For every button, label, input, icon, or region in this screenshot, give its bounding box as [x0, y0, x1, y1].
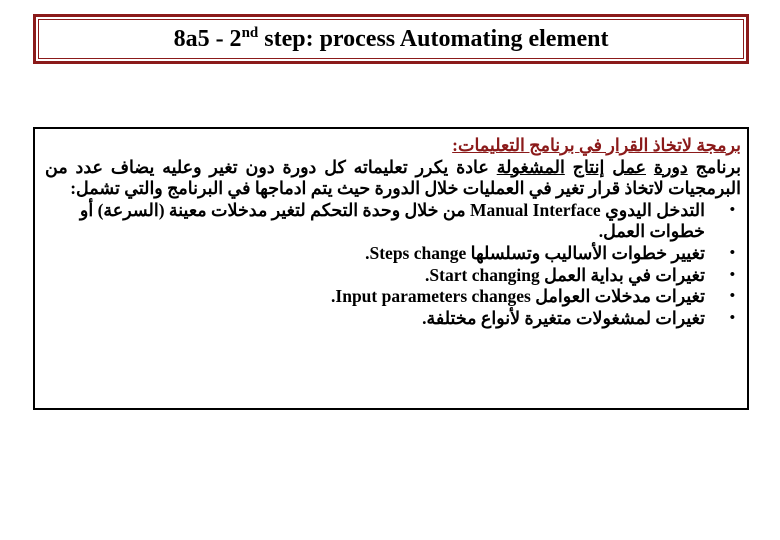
paragraph-text — [565, 157, 573, 177]
slide-title-prefix: 8a5 - 2 — [173, 26, 242, 52]
paragraph-underlined-word: عمل — [612, 156, 646, 177]
bullet-dot-icon: • — [729, 309, 735, 326]
bullet-item — [45, 286, 741, 308]
bullet-text: . — [425, 264, 430, 285]
slide-title-box — [33, 14, 749, 64]
paragraph-underlined-word: المشغولة — [496, 156, 565, 177]
content-box — [33, 127, 749, 410]
bullet-item — [45, 308, 741, 330]
slide-title — [174, 25, 609, 53]
intro-paragraph — [45, 157, 741, 200]
bullet-dot-icon: • — [729, 244, 735, 261]
bullet-text: تغيرات لمشغولات متغيرة لأنواع مختلفة. — [422, 307, 705, 328]
bullet-text: . — [331, 286, 336, 307]
bullet-english-term: Start changing — [429, 264, 540, 285]
bullet-item — [45, 265, 741, 287]
paragraph-text — [604, 157, 612, 177]
paragraph-text — [646, 157, 654, 177]
bullet-dot-icon: • — [729, 201, 735, 218]
paragraph-text: برنامج — [687, 156, 741, 177]
content-body — [45, 135, 741, 329]
bullet-list — [45, 200, 741, 330]
bullet-text: التدخل اليدوي — [600, 199, 705, 220]
bullet-text: . — [365, 242, 370, 263]
paragraph-underlined-word: دورة — [653, 156, 688, 177]
bullet-text: تغيرات مدخلات العوامل — [530, 286, 705, 307]
bullet-text: تغيير خطوات الأساليب وتسلسلها — [466, 242, 705, 263]
paragraph-underlined-word: إنتاج — [572, 156, 605, 177]
bullet-english-term: Manual Interface — [469, 199, 601, 220]
slide-title-suffix: step: process Automating element — [258, 26, 609, 52]
bullet-item — [45, 200, 741, 243]
bullet-text: تغيرات في بداية العمل — [539, 264, 705, 285]
bullet-item — [45, 243, 741, 265]
bullet-english-term: Input parameters changes — [335, 286, 531, 307]
section-heading-text: برمجة لاتخاذ القرار في برنامج التعليمات: — [452, 135, 741, 155]
section-heading — [45, 135, 741, 157]
slide-title-superscript: nd — [241, 25, 259, 41]
bullet-dot-icon: • — [729, 288, 735, 305]
bullet-english-term: Steps change — [369, 242, 467, 263]
bullet-text: من خلال وحدة التحكم لتغير مدخلات معينة (السرعة) أو خطوات العمل. — [79, 199, 705, 242]
paragraph-text: عادة يكرر تعليماته كل دورة دون تغير وعليه يضاف عدد من البرمجيات لاتخاذ قرار تغير في العمليات خلال الدورة حيث يتم ادماجها في البرنامج والتي تشمل: — [45, 156, 741, 199]
slide-title-frame — [38, 19, 744, 59]
bullet-dot-icon: • — [729, 266, 735, 283]
